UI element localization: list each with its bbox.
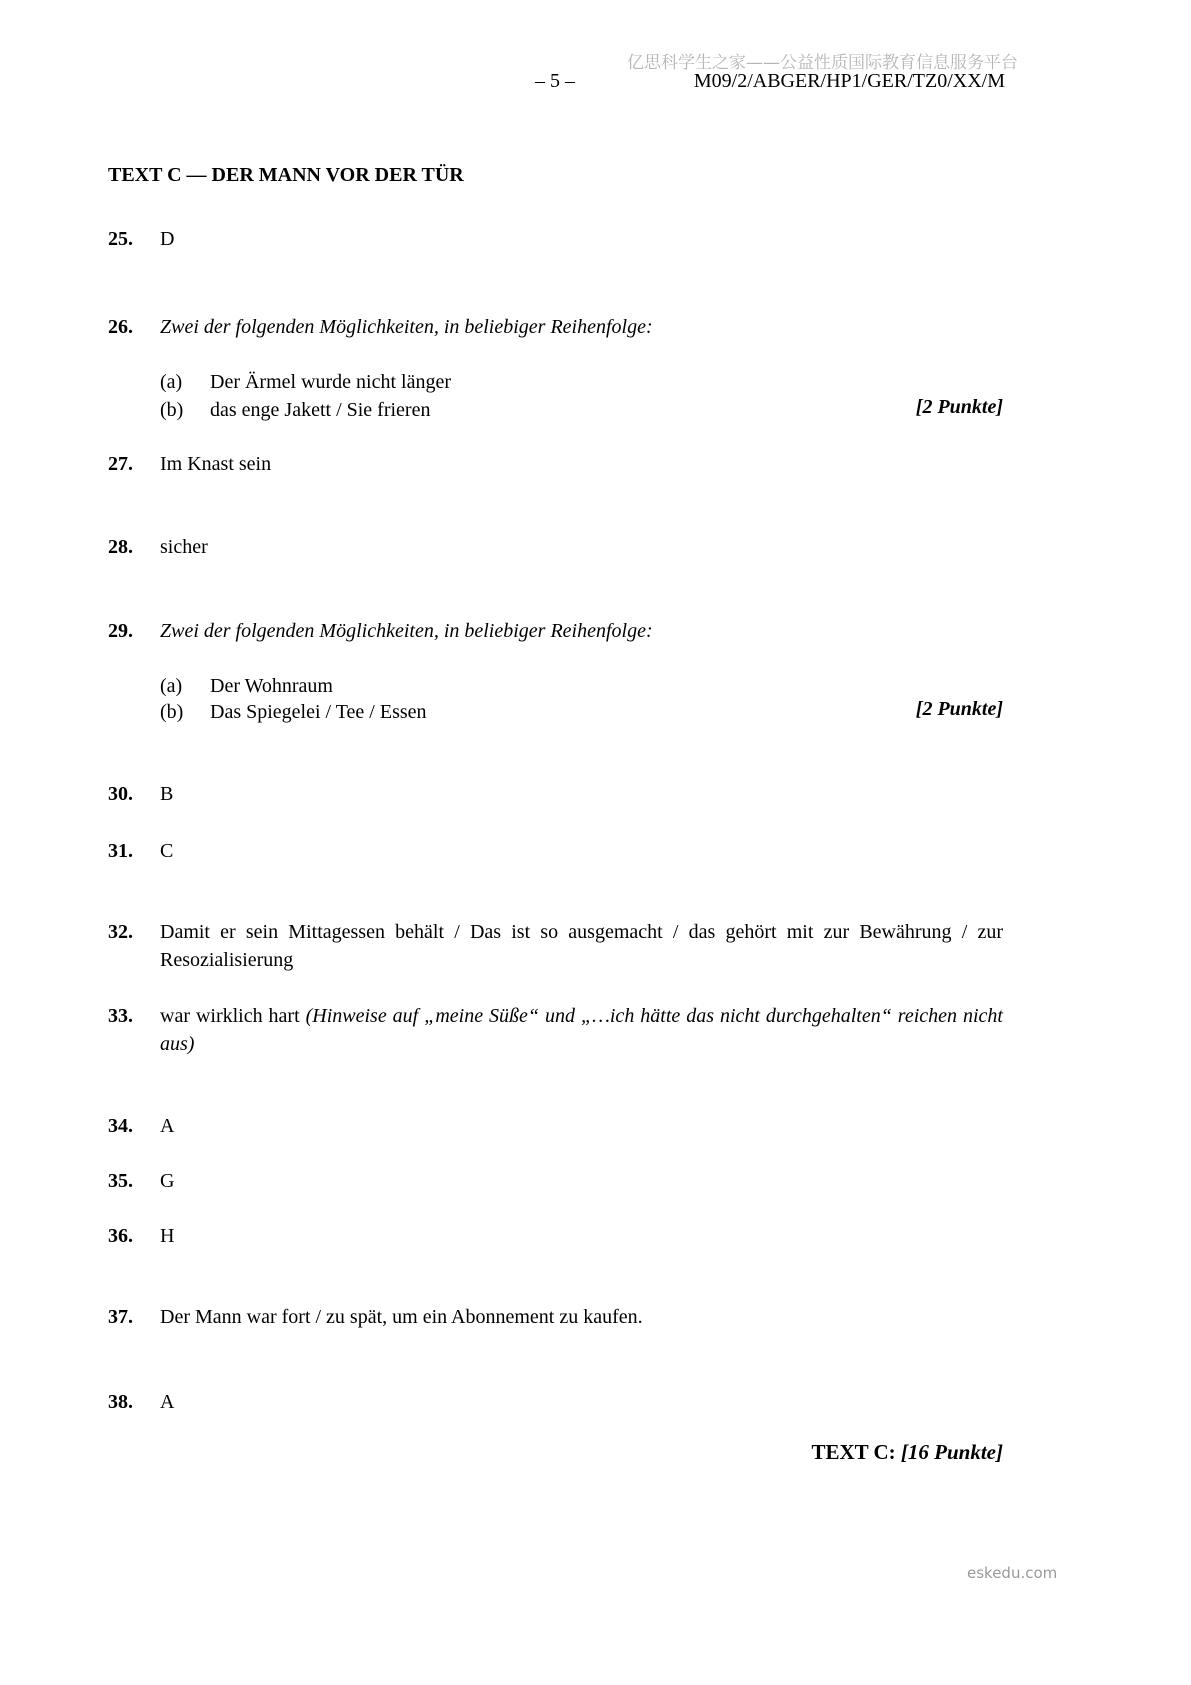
- question-number: 34.: [108, 1115, 133, 1137]
- question-number: 31.: [108, 840, 133, 862]
- answer-text: G: [160, 1170, 175, 1192]
- question-number: 26.: [108, 316, 133, 338]
- question-26-item-b: [160, 396, 430, 424]
- section-total-points: [16 Punkte]: [900, 1440, 1003, 1464]
- question-38: [108, 1388, 174, 1416]
- page-number: – 5 –: [535, 70, 575, 92]
- section-title: TEXT C — DER MANN VOR DER TÜR: [108, 164, 464, 186]
- item-label: (a): [160, 371, 183, 393]
- question-26-points: [2 Punkte]: [915, 396, 1003, 418]
- answer-text: D: [160, 228, 175, 250]
- section-total: [811, 1440, 1003, 1465]
- item-text: Der Ärmel wurde nicht länger: [210, 371, 452, 393]
- question-number: 32.: [108, 921, 133, 943]
- question-25: [108, 225, 174, 253]
- question-29-points: [2 Punkte]: [915, 698, 1003, 720]
- item-label: (b): [160, 701, 184, 723]
- answer-text: Der Mann war fort / zu spät, um ein Abonnement zu kaufen.: [160, 1306, 643, 1328]
- answer-text-normal: war wirklich hart: [160, 1005, 306, 1027]
- question-number: 27.: [108, 453, 133, 475]
- question-33: [108, 1002, 1003, 1058]
- question-34: [108, 1112, 174, 1140]
- question-28: [108, 533, 208, 561]
- question-number: 28.: [108, 536, 133, 558]
- footer-site-watermark: eskedu.com: [967, 1564, 1058, 1582]
- item-text: Das Spiegelei / Tee / Essen: [210, 701, 427, 723]
- item-label: (b): [160, 399, 184, 421]
- answer-text: B: [160, 783, 174, 805]
- question-number: 30.: [108, 783, 133, 805]
- question-26-item-a: [160, 368, 451, 396]
- answer-text-italic: (Hinweise auf „meine Süße“ und „…ich hätte das nicht durchgehalten“ reichen nicht aus): [160, 1005, 1003, 1055]
- question-31: [108, 837, 173, 865]
- section-total-label: TEXT C:: [811, 1440, 896, 1464]
- answer-text: C: [160, 840, 174, 862]
- question-36: [108, 1222, 174, 1250]
- answer-text: A: [160, 1391, 175, 1413]
- answer-intro: Zwei der folgenden Möglichkeiten, in beliebiger Reihenfolge:: [160, 620, 653, 642]
- question-number: 35.: [108, 1170, 133, 1192]
- question-number: 38.: [108, 1391, 133, 1413]
- item-text: das enge Jakett / Sie frieren: [210, 399, 431, 421]
- item-text: Der Wohnraum: [210, 675, 333, 697]
- question-30: [108, 780, 173, 808]
- question-number: 29.: [108, 620, 133, 642]
- question-29-item-b: [160, 698, 427, 726]
- question-35: [108, 1167, 174, 1195]
- answer-text: [160, 1002, 1003, 1058]
- question-number: 37.: [108, 1306, 133, 1328]
- question-32: [108, 918, 1003, 974]
- answer-text: sicher: [160, 536, 208, 558]
- answer-intro: Zwei der folgenden Möglichkeiten, in beliebiger Reihenfolge:: [160, 316, 653, 338]
- question-26: [108, 313, 653, 341]
- paper-code: M09/2/ABGER/HP1/GER/TZ0/XX/M: [693, 70, 1005, 92]
- item-label: (a): [160, 675, 183, 697]
- question-number: 36.: [108, 1225, 133, 1247]
- question-27: [108, 450, 271, 478]
- answer-text: A: [160, 1115, 175, 1137]
- answer-text: Damit er sein Mittagessen behält / Das ist so ausgemacht / das gehört mit zur Bewährung / zur Resozialisierung: [160, 921, 1003, 971]
- question-number: 33.: [108, 1005, 133, 1027]
- question-29-item-a: [160, 672, 333, 700]
- answer-text: Im Knast sein: [160, 453, 272, 475]
- question-37: [108, 1303, 643, 1331]
- header-site-watermark: 亿思科学生之家——公益性质国际教育信息服务平台: [627, 53, 1018, 73]
- answer-text: H: [160, 1225, 175, 1247]
- question-number: 25.: [108, 228, 133, 250]
- question-29: [108, 617, 653, 645]
